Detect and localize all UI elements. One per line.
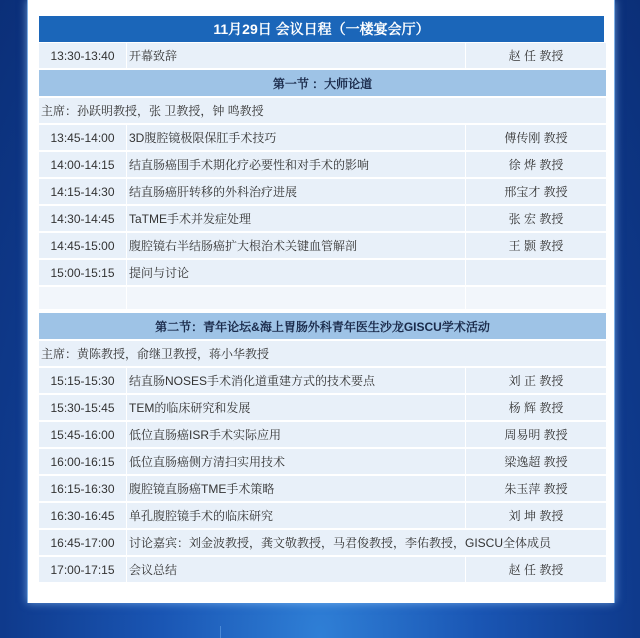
schedule-row (39, 232, 606, 259)
session-topic: 低位直肠癌ISR手术实际应用 (127, 421, 466, 448)
schedule-row (39, 448, 606, 475)
section-header-row (39, 69, 606, 97)
session-speaker: 王 颢 教授 (466, 232, 607, 259)
session-topic: 腹腔镜右半结肠癌扩大根治术关键血管解剖 (127, 232, 466, 259)
session-topic: 开幕致辞 (127, 43, 466, 69)
session-time: 16:00-16:15 (39, 448, 127, 475)
schedule-table (39, 43, 607, 584)
session-topic: 腹腔镜直肠癌TME手术策略 (127, 475, 466, 502)
session-time: 15:15-15:30 (39, 367, 127, 394)
session-topic: 提问与讨论 (127, 259, 466, 286)
session-topic: 讨论嘉宾：刘金波教授，龚文敬教授，马君俊教授，李佑教授，GISCU全体成员 (127, 529, 607, 556)
session-topic: 低位直肠癌侧方清扫实用技术 (127, 448, 466, 475)
session-time: 14:45-15:00 (39, 232, 127, 259)
session-speaker: 杨 辉 教授 (466, 394, 607, 421)
chair-list: 主席：孙跃明教授，张 卫教授，钟 鸣教授 (39, 97, 606, 124)
schedule-row (39, 124, 606, 151)
spacer-cell (39, 286, 127, 311)
session-speaker: 朱玉萍 教授 (466, 475, 607, 502)
session-time: 15:45-16:00 (39, 421, 127, 448)
spacer-cell (127, 286, 466, 311)
session-speaker: 张 宏 教授 (466, 205, 607, 232)
chair-row (39, 340, 606, 367)
spacer-cell (466, 286, 607, 311)
session-speaker: 邢宝才 教授 (466, 178, 607, 205)
session-time: 15:00-15:15 (39, 259, 127, 286)
schedule-row (39, 259, 606, 286)
session-topic: 结直肠NOSES手术消化道重建方式的技术要点 (127, 367, 466, 394)
schedule-row (39, 502, 606, 529)
schedule-row (39, 178, 606, 205)
session-time: 13:30-13:40 (39, 43, 127, 69)
session-time: 13:45-14:00 (39, 124, 127, 151)
schedule-title: 11月29日 会议日程（一楼宴会厅） (39, 16, 604, 42)
session-time: 15:30-15:45 (39, 394, 127, 421)
decorative-line (220, 626, 221, 638)
session-topic: TaTME手术并发症处理 (127, 205, 466, 232)
session-speaker: 刘 坤 教授 (466, 502, 607, 529)
session-speaker: 赵 任 教授 (466, 43, 607, 69)
session-topic: 会议总结 (127, 556, 466, 583)
session-time: 16:45-17:00 (39, 529, 127, 556)
session-topic: 结直肠癌围手术期化疗必要性和对手术的影响 (127, 151, 466, 178)
session-speaker: 傅传刚 教授 (466, 124, 607, 151)
chair-list: 主席：黄陈教授，俞继卫教授，蒋小华教授 (39, 340, 606, 367)
session-topic: TEM的临床研究和发展 (127, 394, 466, 421)
session-speaker: 徐 烨 教授 (466, 151, 607, 178)
spacer-row (39, 286, 606, 311)
session-speaker: 赵 任 教授 (466, 556, 607, 583)
schedule-row (39, 205, 606, 232)
session-time: 14:15-14:30 (39, 178, 127, 205)
session-time: 16:30-16:45 (39, 502, 127, 529)
session-time: 17:00-17:15 (39, 556, 127, 583)
schedule-row (39, 394, 606, 421)
session-time: 14:30-14:45 (39, 205, 127, 232)
session-time: 16:15-16:30 (39, 475, 127, 502)
section-header-row (39, 311, 606, 340)
session-speaker: 刘 正 教授 (466, 367, 607, 394)
schedule-row (39, 475, 606, 502)
section-title: 第一节 ：大师论道 (39, 69, 606, 97)
session-speaker: 周易明 教授 (466, 421, 607, 448)
session-speaker: 梁逸超 教授 (466, 448, 607, 475)
schedule-row (39, 421, 606, 448)
schedule-row (39, 151, 606, 178)
schedule-row (39, 367, 606, 394)
schedule-row (39, 529, 606, 556)
session-speaker (466, 259, 607, 286)
session-topic: 3D腹腔镜极限保肛手术技巧 (127, 124, 466, 151)
chair-row (39, 97, 606, 124)
session-topic: 单孔腹腔镜手术的临床研究 (127, 502, 466, 529)
session-time: 14:00-14:15 (39, 151, 127, 178)
schedule-row (39, 556, 606, 583)
section-title: 第二节：青年论坛&海上胃肠外科青年医生沙龙GISCU学术活动 (39, 311, 606, 340)
session-topic: 结直肠癌肝转移的外科治疗进展 (127, 178, 466, 205)
schedule-row (39, 43, 606, 69)
